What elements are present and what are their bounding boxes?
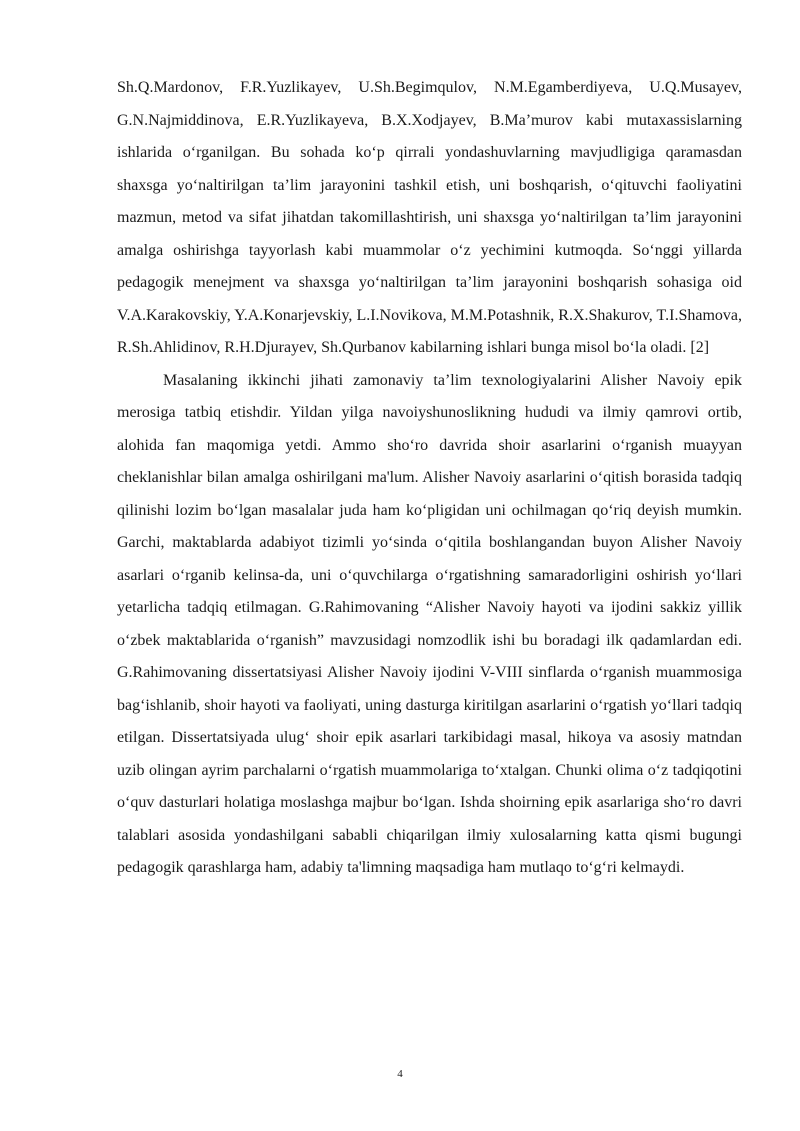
paragraph-second-aspect: Masalaning ikkinchi jihati zamonaviy ta’lim texnologiyalarini Alisher Navoiy epik merosiga tatbiq etishdir. Yildan yilga navoiyshunoslikning hududi va ilmiy qamrovi ortib, alohida fan maqomiga yetdi. Ammo sho‘ro davrida shoir asarlarini o‘rganish muayyan cheklanishlar bilan amalga oshirilgani ma'lum. Alisher Navoiy asarlarini o‘qitish borasida tadqiq qilinishi lozim bo‘lgan masalalar juda ham ko‘pligidan uni ochilmagan qo‘riq deyish mumkin. Garchi, maktablarda adabiyot tizimli yo‘sinda o‘qitila boshlangandan buyon Alisher Navoiy asarlari o‘rganib kelinsa-da, uni o‘quvchilarga o‘rgatishning samaradorligini oshirish yo‘llari yetarlicha tadqiq etilmagan. G.Rahimovaning “Alisher Navoiy hayoti va ijodini sakkiz yillik o‘zbek maktablarida o‘rganish” mavzusidagi nomzodlik ishi bu boradagi ilk qadamlardan edi. G.Rahimovaning dissertatsiyasi Alisher Navoiy ijodini V-VIII sinflarda o‘rganish muammosiga bag‘ishlanib, shoir hayoti va faoliyati, uning dasturga kiritilgan asarlarini o‘rgatish yo‘llari tadqiq etilgan. Dissertatsiyada ulug‘ shoir epik asarlari tarkibidagi masal, hikoya va asosiy matndan uzib olingan ayrim parchalarni o‘rgatish muammolariga to‘xtalgan. Chunki olima o‘z tadqiqotini o‘quv dasturlari holatiga moslashga majbur bo‘lgan. Ishda shoirning epik asarlariga sho‘ro davri talablari asosida yondashilgani sababli chiqarilgan ilmiy xulosalarning katta qismi bugungi pedagogik qarashlarga ham, adabiy ta'limning maqsadiga ham mutlaqo to‘g‘ri kelmaydi. — [117, 371, 742, 876]
paragraph-continuation: Sh.Q.Mardonov, F.R.Yuzlikayev, U.Sh.Begimqulov, N.M.Egamberdiyeva, U.Q.Musayev, G.N.Najmiddinova, E.R.Yuzlikayeva, B.X.Xodjayev, B.Ma’murov kabi mutaxassislarning ishlarida o‘rganilgan. Bu sohada ko‘p qirrali yondashuvlarning mavjudligiga qaramasdan shaxsga yo‘naltirilgan ta’lim jarayonini tashkil etish, uni boshqarish, o‘qituvchi faoliyatini mazmun, metod va sifat jihatdan takomillashtirish, uni shaxsga yo‘naltirilgan ta’lim jarayonini amalga oshirishga tayyorlash kabi muammolar o‘z yechimini kutmoqda. So‘nggi yillarda pedagogik menejment va shaxsga yo‘naltirilgan ta’lim jarayonini boshqarish sohasiga oid V.A.Karakovskiy, Y.A.Konarjevskiy, L.I.Novikova, M.M.Potashnik, R.X.Shakurov, T.I.Shamova, R.Sh.Ahlidinov, R.H.Djurayev, Sh.Qurbanov kabilarning ishlari bunga misol bo‘la oladi. [2] — [117, 79, 742, 356]
page-number: 4 — [397, 1068, 403, 1080]
document-body — [117, 72, 742, 885]
